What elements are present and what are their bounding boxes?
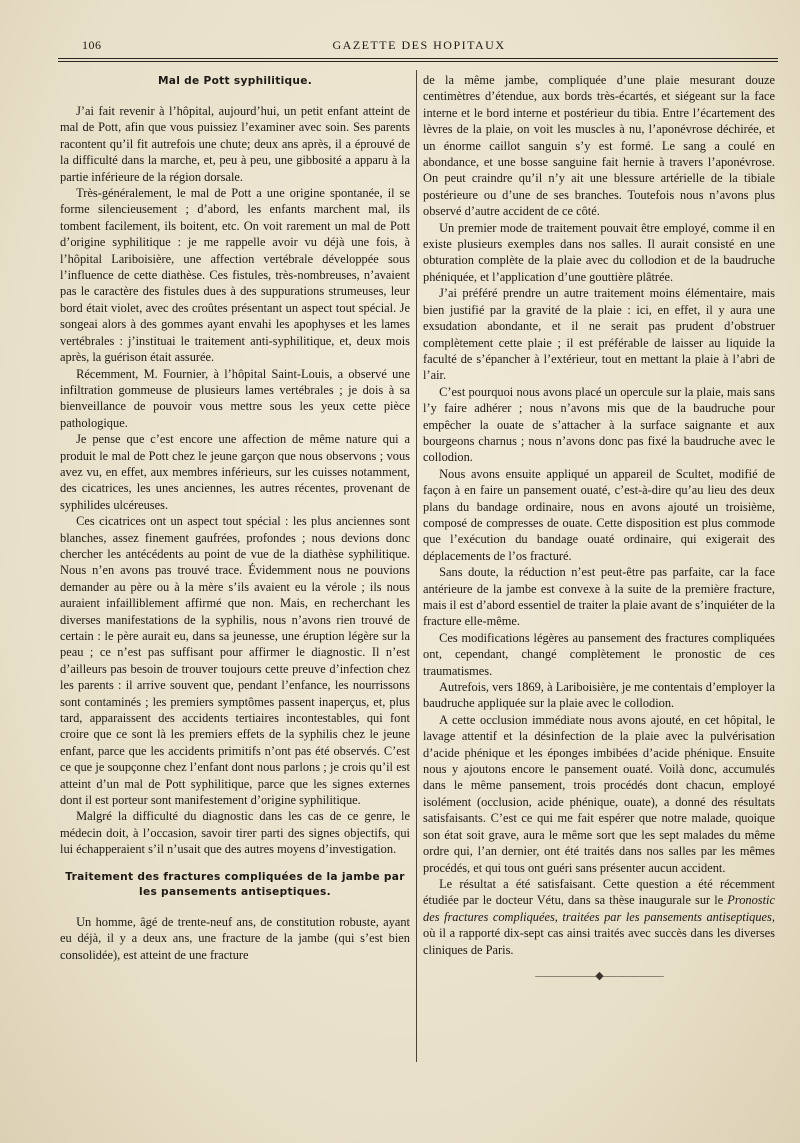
journal-title: GAZETTE DES HOPITAUX bbox=[332, 38, 506, 52]
left-column bbox=[60, 72, 410, 963]
paragraph: Je pense que c’est encore une affection de même nature qui a produit le mal de Pott chez le jeune garçon que nous observons ; vous avez vu, en effet, aux membres inférieurs, sur les cuisses notamment, des cicatrices, les unes anciennes, les autres récentes, provenant de syphilides ulcéreuses. bbox=[60, 432, 410, 512]
column-separator bbox=[416, 70, 417, 1062]
paragraph: C’est pourquoi nous avons placé un opercule sur la plaie, mais sans l’y faire adhérer ; nous n’avons mis que de la baudruche pour empêcher la ouate de s’attacher à la surface saignante et aux bourgeons charnus ; nous n’avons donc pas fixé la baudruche avec le collodion. bbox=[423, 384, 775, 465]
page-header bbox=[60, 36, 778, 56]
paragraph: Très-généralement, le mal de Pott a une origine spontanée, il se forme silencieusement ; d’abord, les enfants marchent mal, ils tombent facilement, ils boitent, etc. On voit rarement un mal de Pott d’origine syphilitique : je me rappelle avoir vu déjà une fois, à l’hôpital Lariboisière, une affection vertébrale développée sous l’influence de cette diathèse. Ces fistules, très-nombreuses, n’avaient pas le caractère des fistules dues à des suppurations strumeuses, leur bord était violet, avec des croûtes présentant un aspect tout spécial. Je songeai alors à des gommes ayant envahi les apophyses et les lames vertébrales : j’instituai le traitement anti-syphilitique, et, deux mois après, la guérison était assurée. bbox=[60, 186, 410, 365]
paragraph: Ces modifications légères au pansement des fractures compliquées ont, cependant, changé complètement le pronostic de ces traumatismes. bbox=[423, 630, 775, 678]
section-title-fractures: Traitement des fractures compliquées de la jambe par les pansements antiseptiques. bbox=[65, 870, 405, 898]
end-ornament: ——————◆—————— bbox=[535, 969, 663, 982]
paragraph: A cette occlusion immédiate nous avons ajouté, en cet hôpital, le lavage attentif et la désinfection de la plaie avec la pulvérisation d’acide phénique et les éponges imbibées d’acide phénique. Ensuite nous y ajoutons encore le pansement ouaté. Voilà donc, accumulés dans le même pansement, trois procédés dont chacun, employé isolément (occlusion, acide phénique, ouate), a donné des résultats satisfaisants. C’est ce qui me fait espérer que notre malade, quoique son état soit grave, aura le même sort que les sept malades du même ordre qui, l’an dernier, ont été traités dans nos salles par les mêmes procédés, et qui tous ont guéri sans présenter aucun accident. bbox=[423, 712, 775, 875]
paragraph: Sans doute, la réduction n’est peut-être pas parfaite, car la face antérieure de la jambe est convexe à la suite de la première fracture, mais il est d’abord essentiel de traiter la plaie avant de s’inquiéter de la fracture elle-même. bbox=[423, 565, 775, 629]
text-run: Le résultat a été satisfaisant. Cette question a été récemment étudiée par le docteur Vétu, dans sa thèse inaugurale sur le bbox=[423, 876, 775, 908]
paragraph: J’ai fait revenir à l’hôpital, aujourd’hui, un petit enfant atteint de mal de Pott, afin que vous puissiez l’examiner avec soin. Ses parents racontent qu’il fit autrefois une chute; deux ans après, il a éprouvé de la difficulté dans la marche, et, peu à peu, une gibbosité a apparu à la partie inférieure de la région dorsale. bbox=[60, 104, 410, 184]
paragraph: Nous avons ensuite appliqué un appareil de Scultet, modifié de façon à en faire un pansement ouaté, c’est-à-dire qu’au lieu des deux plans du bandage ordinaire, nous en avons ajouté un troisième, composé de compresses de ouate. Cette disposition est plus commode que l’exécution du bandage ouaté ordinaire, qui exigerait des déplacements de l’os fracturé. bbox=[423, 466, 775, 563]
paragraph: Ces cicatrices ont un aspect tout spécial : les plus anciennes sont blanches, assez finement gaufrées, profondes ; nous devions donc chercher les antécédents au point de vue de la diathèse syphilitique. Nous n’en avons pas trouvé trace. Évidemment nous ne pouvions demander au père ou à la mère s’ils avaient eu la vérole ; ils nous auraient infailliblement affirmé que non. Mais, en recherchant les diverses manifestations de la syphilis, nous n’avons rien trouvé de certain : le père aurait eu, dans sa jeunesse, une éruption légère sur la peau ; ce n’est pas suffisant pour affirmer le diagnostic. Il n’est d’ailleurs pas besoin de trouver toujours cette preuve d’infection chez les parents : il arrive souvent que, pendant l’enfance, les nourrissons sont contaminés ; les premiers symptômes passent inaperçus, et, plus tard, apparaissent des accidents tertiaires incontestables, qui font croire que ce sont là les premiers effets de la syphilis chez le jeune enfant, parce que les accidents primitifs n’ont pas été observés. C’est ce que je soupçonne chez l’enfant dont nous parlons ; je crois qu’il est atteint d’un mal de Pott syphilitique, parce que les signes externes dont il est porteur sont manifestement d’origine syphilitique. bbox=[60, 514, 410, 808]
thesis-title: Pronostic des fractures compliquées, traitées par les pansements antiseptiques bbox=[423, 893, 775, 924]
paragraph: J’ai préféré prendre un autre traitement moins élémentaire, mais bien justifié par la gravité de la plaie : ici, en effet, il y aura une exsudation abondante, et il ne serait pas prudent d’obstruer complètement cette plaie ; il est préférable de laisser au liquide la faculté de s’épancher à l’extérieur, tout en mettant la plaie à l’abri de l’air. bbox=[423, 286, 775, 383]
paragraph: de la même jambe, compliquée d’une plaie mesurant douze centimètres d’étendue, aux bords très-écartés, et siégeant sur la face interne et le bord interne et postérieur du tibia. Entre l’écartement des lèvres de la plaie, on voit les muscles à nu, l’aponévrose déchirée, et un énorme caillot sanguin s’y est formé. Le sang a coulé en abondance, et une bosse sanguine fait hernie à travers l’aponévrose. On peut craindre qu’il n’y ait une blessure artérielle de la tibiale postérieure ou d’une de ses branches. Toutefois nous n’avons plus observé d’autre accident de ce côté. bbox=[423, 73, 775, 219]
paragraph-last bbox=[423, 876, 775, 958]
header-rule bbox=[58, 58, 778, 59]
paragraph: Un premier mode de traitement pouvait être employé, comme il en existe plusieurs exemples dans nos salles. Il aurait consisté en une obturation complète de la plaie avec du collodion et de la baudruche phéniquée, et l’application d’une gouttière plâtrée. bbox=[423, 220, 775, 284]
right-column bbox=[423, 72, 775, 984]
paragraph: Malgré la difficulté du diagnostic dans les cas de ce genre, le médecin doit, à l’occasion, savoir tirer parti des signes objectifs, qui lui échapperaient s’il n’usait que des autres moyens d’investigation. bbox=[60, 809, 410, 857]
paragraph: Autrefois, vers 1869, à Lariboisière, je me contentais d’employer la baudruche appliquée sur la plaie avec le collodion. bbox=[423, 680, 775, 711]
paragraph: Un homme, âgé de trente-neuf ans, de constitution robuste, ayant eu déjà, il y a deux ans, une fracture de la jambe (qui s’est bien consolidée), est atteint de une fracture bbox=[60, 914, 410, 962]
text-run: , où il a rapporté dix-sept cas ainsi traités avec succès dans les diverses cliniques de Paris. bbox=[423, 909, 775, 957]
paragraph: Récemment, M. Fournier, à l’hôpital Saint-Louis, a observé une infiltration gommeuse de plusieurs lames vertébrales ; je dois à sa bienveillance de pouvoir vous mettre sous les yeux cette pièce pathologique. bbox=[60, 366, 410, 430]
section-title-mal-de-pott: Mal de Pott syphilitique. bbox=[157, 75, 313, 87]
header-rule-double bbox=[58, 61, 778, 62]
page-number: 106 bbox=[82, 38, 102, 52]
